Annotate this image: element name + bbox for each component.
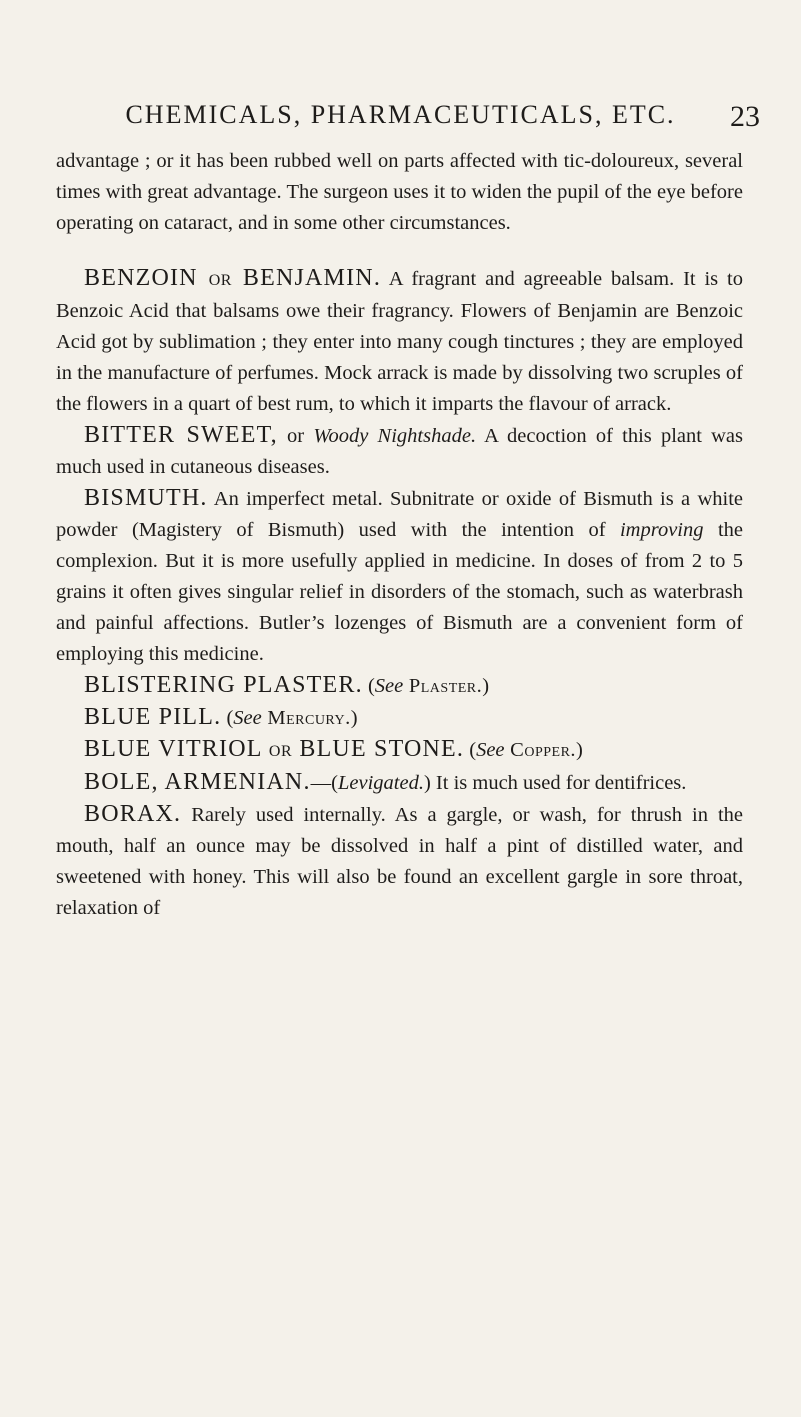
entry-heading: BISMUTH. (84, 485, 208, 511)
cross-reference: Plaster. (403, 675, 483, 697)
entry-benzoin (56, 263, 743, 420)
entry-italic: improving (619, 519, 704, 541)
entry-text: A fragrant and agreeable balsam. It is to Benzoic Acid that balsams owe their fragrancy. Flowers of Benjamin are Benzoic Acid got by sublimation ; they enter into many cough tinctures ; they are employed in the manufacture of perfumes. Mock arrack is made by dissolving two scruples of the flowers in a quart of best rum, to which it imparts the flavour of arrack. (56, 268, 743, 415)
cross-reference: Copper. (504, 739, 577, 761)
running-title: CHEMICALS, PHARMACEUTICALS, ETC. (125, 100, 676, 129)
see-reference: See (233, 707, 262, 729)
entry-text: It is much used for dentifrices. (430, 772, 687, 794)
entry-heading: BLUE PILL. (84, 704, 222, 730)
entry-heading: BORAX. (84, 801, 182, 827)
see-reference: See (374, 675, 404, 697)
entry-heading: BOLE, ARMENIAN. (84, 769, 311, 795)
cross-reference: Mercury. (261, 707, 351, 729)
entry-blue-pill: BLUE PILL. (See Mercury.) (84, 704, 358, 730)
running-head (0, 100, 801, 133)
entry-heading: BENZOIN OR BENJAMIN. (84, 265, 382, 291)
entry-heading: BLISTERING PLASTER. (84, 672, 363, 698)
entry-text: Rarely used internally. As a gargle, or wash, for thrush in the mouth, half an ounce may be dissolved in half a pint of distilled water, and sweetened with honey. This will also be found an excellent gargle in sore throat, relaxation of (56, 804, 743, 919)
entry-blistering-plaster: BLISTERING PLASTER. (See Plaster.) (84, 672, 490, 698)
entry-bitter-sweet: BITTER SWEET, or Woody Nightshade. A decoction of this plant was much used in cutaneous diseases. (56, 422, 744, 478)
entry-borax (56, 799, 743, 924)
entry-text: the complexion. But it is more usefully applied in medicine. In doses of from 2 to 5 grains it often gives singular relief in disorders of the stomach, such as waterbrash and painful affections. Butler’s lozenges of Bismuth are a convenient form of employing this medicine. (56, 519, 744, 665)
entry-text: An imperfect metal. Subnitrate or oxide of Bismuth is a white powder (Magistery of Bismuth) used with the intention of (56, 488, 743, 541)
entry-italic: Woody Nightshade. (313, 425, 477, 447)
entry-blue-vitriol: BLUE VITRIOL OR BLUE STONE. (See Copper.) (84, 736, 583, 762)
page-body (56, 146, 743, 924)
entry-text: A decoction of this plant was much used in cutaneous diseases. (56, 425, 744, 478)
entry-bole-armenian: BOLE, ARMENIAN.—(Levigated.) It is much used for dentifrices. (84, 769, 687, 795)
continuation-paragraph: advantage ; or it has been rubbed well on parts affected with tic-doloureux, several times with great advantage. The surgeon uses it to widen the pupil of the eye before operating on cataract, and in some other circumstances. (56, 150, 743, 234)
see-reference: See (476, 739, 505, 761)
page-number: 23 (730, 100, 760, 133)
entry-bismuth (56, 483, 743, 670)
entry-heading: BLUE VITRIOL OR BLUE STONE. (84, 736, 465, 762)
entry-heading: BITTER SWEET, (84, 422, 278, 448)
entry-italic: Levigated. (338, 772, 424, 794)
